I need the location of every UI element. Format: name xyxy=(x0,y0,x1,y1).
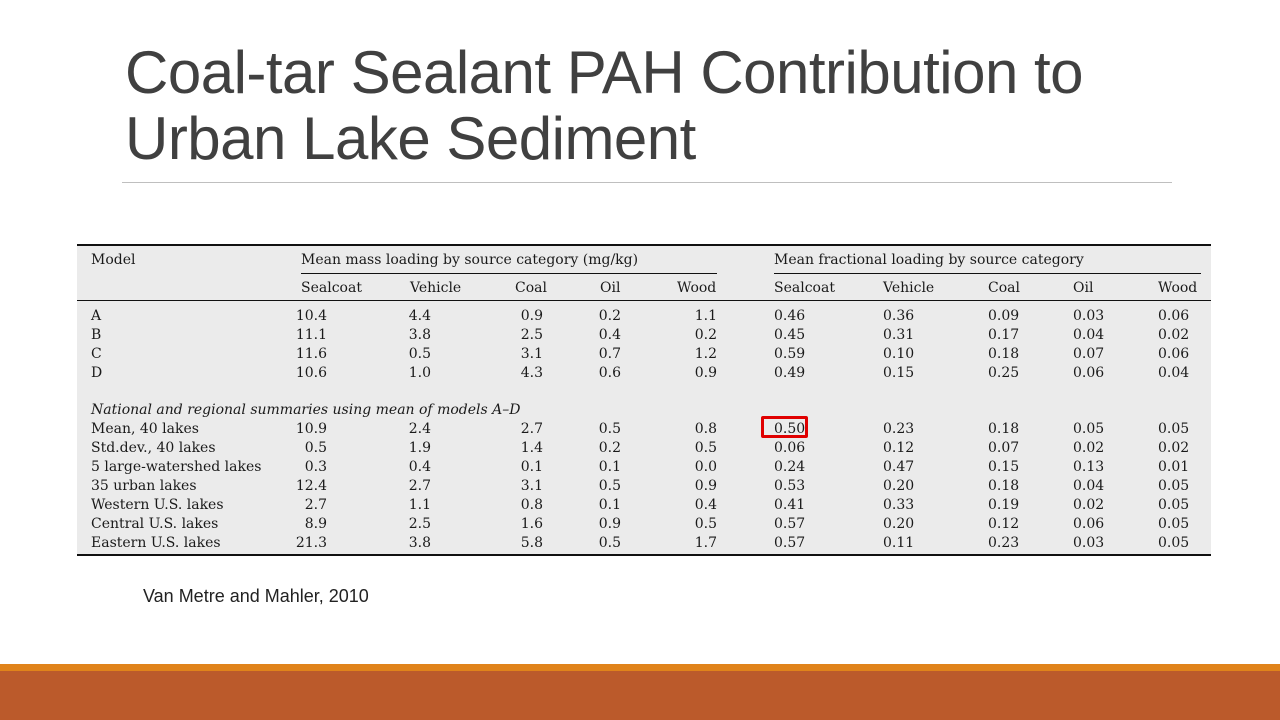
fraction-cell: 0.57 xyxy=(774,535,806,551)
mass-cell: 0.3 xyxy=(304,459,327,475)
footer-band xyxy=(0,671,1280,720)
mass-cell: 21.3 xyxy=(295,535,327,551)
mass-cell: 0.1 xyxy=(520,459,543,475)
row-label: 5 large-watershed lakes xyxy=(91,459,262,475)
mass-cell: 0.5 xyxy=(694,440,717,456)
column-header: Sealcoat xyxy=(774,280,835,296)
fraction-cell: 0.09 xyxy=(988,308,1020,324)
row-label: D xyxy=(91,365,103,381)
row-label: A xyxy=(91,308,102,324)
fraction-cell: 0.18 xyxy=(988,421,1020,437)
header-mass-group: Mean mass loading by source category (mg/kg) xyxy=(301,252,639,268)
fraction-cell: 0.23 xyxy=(988,535,1020,551)
fraction-cell: 0.06 xyxy=(774,440,806,456)
fraction-cell: 0.24 xyxy=(774,459,806,475)
data-table-image xyxy=(77,244,1211,556)
fraction-cell: 0.20 xyxy=(883,516,915,532)
column-header: Vehicle xyxy=(883,280,935,296)
column-header: Oil xyxy=(600,280,621,296)
fraction-cell: 0.53 xyxy=(774,478,806,494)
mass-cell: 2.7 xyxy=(520,421,543,437)
fraction-cell: 0.01 xyxy=(1158,459,1190,475)
mass-cell: 10.6 xyxy=(295,365,327,381)
column-header: Coal xyxy=(988,280,1020,296)
fraction-cell: 0.06 xyxy=(1158,308,1190,324)
fraction-cell: 0.05 xyxy=(1158,516,1190,532)
fraction-cell: 0.49 xyxy=(774,365,806,381)
fraction-cell: 0.02 xyxy=(1073,497,1105,513)
row-label: 35 urban lakes xyxy=(91,478,197,494)
mass-cell: 2.5 xyxy=(408,516,431,532)
mass-cell: 0.1 xyxy=(598,459,621,475)
mass-cell: 2.5 xyxy=(520,327,543,343)
fraction-cell: 0.47 xyxy=(883,459,915,475)
fraction-cell: 0.06 xyxy=(1073,365,1105,381)
fraction-cell: 0.10 xyxy=(883,346,915,362)
mass-cell: 1.9 xyxy=(408,440,431,456)
mass-cell: 0.6 xyxy=(598,365,621,381)
fraction-cell: 0.18 xyxy=(988,478,1020,494)
fraction-cell: 0.45 xyxy=(774,327,806,343)
header-bottom-rule xyxy=(77,300,1211,301)
mass-cell: 0.8 xyxy=(694,421,717,437)
mass-cell: 0.5 xyxy=(304,440,327,456)
row-label: Central U.S. lakes xyxy=(91,516,219,532)
mass-cell: 0.9 xyxy=(694,478,717,494)
mass-cell: 10.4 xyxy=(295,308,327,324)
mass-cell: 0.4 xyxy=(598,327,621,343)
mass-cell: 3.1 xyxy=(520,478,543,494)
mass-cell: 0.8 xyxy=(520,497,543,513)
row-label: Mean, 40 lakes xyxy=(91,421,199,437)
fraction-cell: 0.05 xyxy=(1073,421,1105,437)
mass-cell: 0.5 xyxy=(598,478,621,494)
fraction-cell: 0.04 xyxy=(1073,327,1105,343)
column-header: Wood xyxy=(1158,280,1198,296)
row-label: Eastern U.S. lakes xyxy=(91,535,221,551)
mass-cell: 0.4 xyxy=(408,459,431,475)
fraction-cell: 0.13 xyxy=(1073,459,1105,475)
fraction-cell: 0.57 xyxy=(774,516,806,532)
fraction-cell: 0.41 xyxy=(774,497,806,513)
mass-cell: 0.0 xyxy=(694,459,717,475)
fraction-cell: 0.20 xyxy=(883,478,915,494)
row-label: C xyxy=(91,346,102,362)
mass-cell: 1.6 xyxy=(520,516,543,532)
title-divider xyxy=(122,182,1172,183)
mass-cell: 2.4 xyxy=(408,421,431,437)
table-top-rule xyxy=(77,244,1211,246)
mass-cell: 4.4 xyxy=(408,308,431,324)
mass-cell: 3.8 xyxy=(408,535,431,551)
header-model: Model xyxy=(91,252,136,268)
fraction-cell: 0.15 xyxy=(988,459,1020,475)
mass-cell: 11.1 xyxy=(295,327,327,343)
mass-cell: 1.4 xyxy=(520,440,543,456)
mass-cell: 2.7 xyxy=(304,497,327,513)
mass-cell: 0.2 xyxy=(598,308,621,324)
mass-cell: 0.9 xyxy=(520,308,543,324)
mass-cell: 2.7 xyxy=(408,478,431,494)
fraction-cell: 0.05 xyxy=(1158,497,1190,513)
mass-cell: 0.2 xyxy=(598,440,621,456)
fraction-cell: 0.36 xyxy=(883,308,915,324)
fraction-cell: 0.19 xyxy=(988,497,1020,513)
slide-title-line-1: Coal-tar Sealant PAH Contribution to xyxy=(125,39,1084,106)
fraction-cell: 0.18 xyxy=(988,346,1020,362)
fraction-cell: 0.12 xyxy=(883,440,915,456)
fraction-cell: 0.11 xyxy=(883,535,915,551)
column-header: Oil xyxy=(1073,280,1094,296)
mass-cell: 1.0 xyxy=(408,365,431,381)
fraction-cell: 0.06 xyxy=(1158,346,1190,362)
fraction-cell: 0.15 xyxy=(883,365,915,381)
section-label: National and regional summaries using mean of models A–D xyxy=(91,402,521,418)
footer-accent-stripe xyxy=(0,664,1280,671)
mass-cell: 3.8 xyxy=(408,327,431,343)
fraction-cell: 0.59 xyxy=(774,346,806,362)
mass-cell: 1.2 xyxy=(694,346,717,362)
fraction-cell: 0.25 xyxy=(988,365,1020,381)
fraction-cell: 0.02 xyxy=(1158,440,1190,456)
mass-cell: 0.9 xyxy=(694,365,717,381)
fraction-cell: 0.50 xyxy=(774,421,806,437)
fraction-cell: 0.05 xyxy=(1158,478,1190,494)
mass-cell: 0.4 xyxy=(694,497,717,513)
mass-cell: 3.1 xyxy=(520,346,543,362)
fraction-cell: 0.31 xyxy=(883,327,915,343)
fraction-cell: 0.12 xyxy=(988,516,1020,532)
mass-cell: 0.5 xyxy=(694,516,717,532)
mass-group-rule xyxy=(301,273,717,274)
mass-cell: 0.2 xyxy=(694,327,717,343)
fraction-cell: 0.05 xyxy=(1158,421,1190,437)
fraction-cell: 0.46 xyxy=(774,308,806,324)
row-label: Std.dev., 40 lakes xyxy=(91,440,216,456)
fraction-cell: 0.07 xyxy=(988,440,1020,456)
slide-title-line-2: Urban Lake Sediment xyxy=(125,105,696,172)
mass-cell: 0.1 xyxy=(598,497,621,513)
mass-cell: 5.8 xyxy=(520,535,543,551)
fraction-cell: 0.02 xyxy=(1073,440,1105,456)
fraction-cell: 0.04 xyxy=(1073,478,1105,494)
mass-cell: 8.9 xyxy=(304,516,327,532)
mass-cell: 0.5 xyxy=(598,421,621,437)
citation: Van Metre and Mahler, 2010 xyxy=(143,586,369,606)
table-bottom-rule xyxy=(77,554,1211,556)
fraction-cell: 0.17 xyxy=(988,327,1020,343)
column-header: Sealcoat xyxy=(301,280,362,296)
header-fraction-group: Mean fractional loading by source category xyxy=(774,252,1084,268)
mass-cell: 0.5 xyxy=(598,535,621,551)
column-header: Wood xyxy=(677,280,717,296)
row-label: B xyxy=(91,327,102,343)
fraction-cell: 0.02 xyxy=(1158,327,1190,343)
fraction-group-rule xyxy=(774,273,1201,274)
fraction-cell: 0.03 xyxy=(1073,308,1105,324)
fraction-cell: 0.07 xyxy=(1073,346,1105,362)
fraction-cell: 0.06 xyxy=(1073,516,1105,532)
column-header: Coal xyxy=(515,280,547,296)
mass-cell: 1.1 xyxy=(408,497,431,513)
mass-cell: 0.9 xyxy=(598,516,621,532)
mass-cell: 4.3 xyxy=(520,365,543,381)
mass-cell: 0.5 xyxy=(408,346,431,362)
mass-cell: 1.7 xyxy=(694,535,717,551)
row-label: Western U.S. lakes xyxy=(91,497,224,513)
mass-cell: 0.7 xyxy=(598,346,621,362)
column-header: Vehicle xyxy=(410,280,462,296)
mass-cell: 11.6 xyxy=(295,346,327,362)
fraction-cell: 0.33 xyxy=(883,497,915,513)
fraction-cell: 0.23 xyxy=(883,421,915,437)
fraction-cell: 0.05 xyxy=(1158,535,1190,551)
mass-cell: 10.9 xyxy=(295,421,327,437)
fraction-cell: 0.03 xyxy=(1073,535,1105,551)
fraction-cell: 0.04 xyxy=(1158,365,1190,381)
mass-cell: 12.4 xyxy=(295,478,327,494)
mass-cell: 1.1 xyxy=(694,308,717,324)
slide-title xyxy=(125,40,1225,172)
